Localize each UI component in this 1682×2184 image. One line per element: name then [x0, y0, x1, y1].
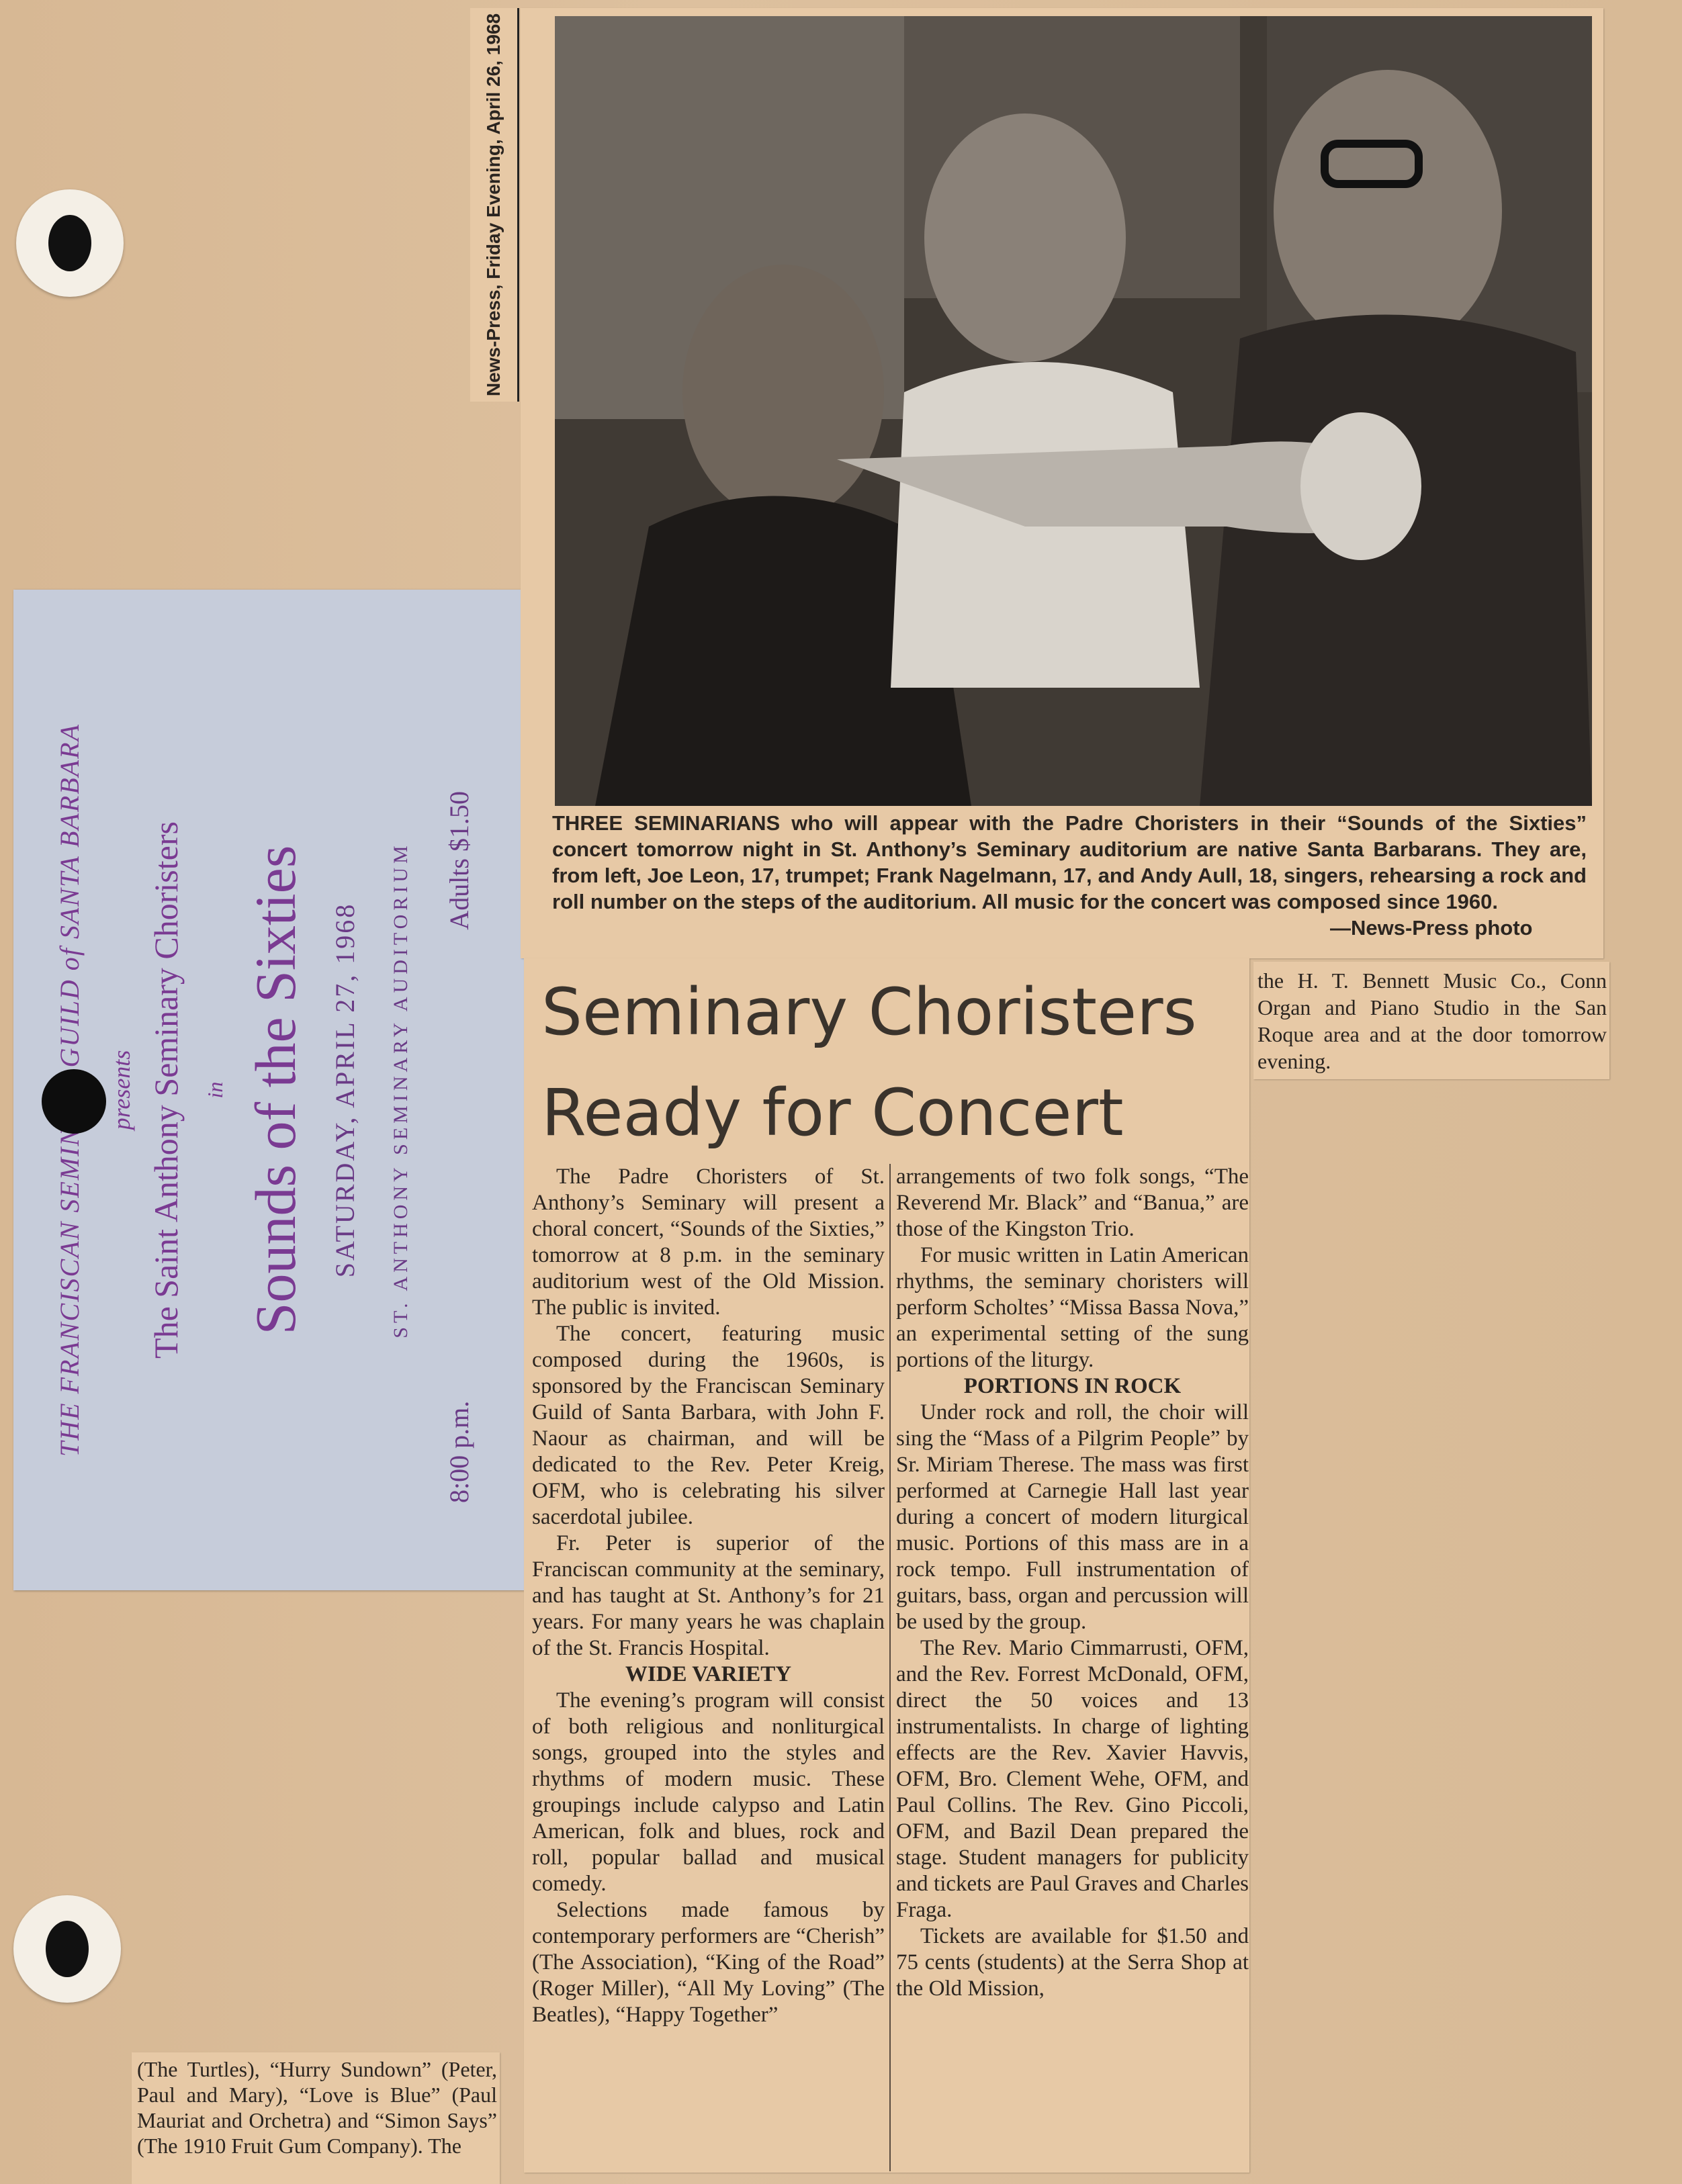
- paragraph: Under rock and roll, the choir will sing the “Mass of a Pilgrim People” by Sr. Miriam Therese. The mass was first performed at Carnegie Hall last year during a concert of modern liturgical music. Portions of this mass are in a rock tempo. Full instrumentation of guitars, bass, organ and percussion will be used by the group.: [896, 1400, 1249, 1634]
- binder-hole-top: [16, 189, 124, 297]
- headline-line-2: Ready for Concert: [541, 1075, 1124, 1150]
- photo-credit: —News-Press photo: [1330, 916, 1533, 940]
- paragraph: Tickets are available for $1.50 and 75 cents (students) at the Serra Shop at the Old Mission,: [896, 1924, 1249, 2001]
- photo-caption: THREE SEMINARIANS who will appear with the Padre Choristers in their “Sounds of the Sixties” concert tomorrow night in St. Anthony’s Seminary auditorium are native Santa Barbarans. They are, from left, Joe Leon, 17, trumpet; Frank Nagelmann, 17, and Andy Aull, 18, singers, rehearsing a rock and roll number on the steps of the auditorium. All music for the concert was composed since 1960.: [552, 811, 1587, 913]
- ticket-title: Sounds of the Sixties: [243, 845, 308, 1335]
- ticket-venue: ST. ANTHONY SEMINARY AUDITORIUM: [390, 841, 412, 1338]
- binder-hole-bottom: [13, 1895, 121, 2003]
- paragraph: Selections made famous by contemporary performers are “Cherish” (The Association), “King of the Road” (Roger Miller), “All My Loving” (The Beatles), “Happy Together”: [532, 1898, 885, 2027]
- article-column-2: [896, 1164, 1249, 2002]
- bottom-clipping-text: (The Turtles), “Hurry Sundown” (Peter, Paul and Mary), “Love is Blue” (Paul Mauriat and Orchetra) and “Simon Says” (The 1910 Fruit Gum Company). The: [137, 2057, 497, 2158]
- paragraph: The Rev. Mario Cimmarrusti, OFM, and the Rev. Forrest McDonald, OFM, direct the 50 voices and 13 instrumentalists. In charge of lighting effects are the Rev. Xavier Havvis, OFM, Bro. Clement Wehe, OFM, and Paul Collins. The Rev. Gino Piccoli, OFM, and Bazil Dean prepared the stage. Student managers for publicity and tickets are Paul Graves and Charles Fraga.: [896, 1636, 1249, 1922]
- ticket-date: SATURDAY, APRIL 27, 1968: [330, 902, 360, 1278]
- paragraph: The Padre Choristers of St. Anthony’s Seminary will present a choral concert, “Sounds of the Sixties,” tomorrow at 8 p.m. in the seminary auditorium west of the Old Mission. The public is invited.: [532, 1165, 885, 1320]
- ticket-time: 8:00 p.m.: [444, 1400, 474, 1503]
- dateline-text: News-Press, Friday Evening, April 26, 1968: [483, 13, 504, 397]
- paragraph: Fr. Peter is superior of the Franciscan community at the seminary, and has taught at St. Anthony’s for 21 years. For many years he was chaplain of the St. Francis Hospital.: [532, 1531, 885, 1660]
- news-photo: [555, 16, 1592, 806]
- article-headline: [541, 962, 1253, 1163]
- dateline-strip: [470, 8, 519, 402]
- paragraph: The concert, featuring music composed during the 1960s, is sponsored by the Franciscan Seminary Guild of Santa Barbara, with John F. Naour as chairman, and will be dedicated to the Rev. Peter Kreig, OFM, who is celebrating his silver sacerdotal jubilee.: [532, 1322, 885, 1529]
- ticket-presents: presents: [108, 1050, 135, 1130]
- ticket-punch-hole: [42, 1069, 106, 1134]
- ticket-performer: The Saint Anthony Seminary Choristers: [147, 821, 185, 1359]
- subheading: WIDE VARIETY: [625, 1662, 792, 1686]
- paragraph: For music written in Latin American rhythms, the seminary choristers will perform Scholtes’ “Missa Bassa Nova,” an experimental setting of the sung portions of the liturgy.: [896, 1243, 1249, 1372]
- continuation-text: the H. T. Bennett Music Co., Conn Organ and Piano Studio in the San Roque area and at the door tomorrow evening.: [1257, 968, 1607, 1073]
- article-column-1: [532, 1164, 885, 2028]
- paragraph: The evening’s program will consist of both religious and nonliturgical songs, grouped into the styles and rhythms of modern music. These groupings include calypso and Latin American, folk and blues, rock and roll, popular ballad and musical comedy.: [532, 1688, 885, 1896]
- paragraph: arrangements of two folk songs, “The Reverend Mr. Black” and “Banua,” are those of the Kingston Trio.: [896, 1165, 1249, 1241]
- headline-line-1: Seminary Choristers: [541, 974, 1197, 1050]
- ticket-price: Adults $1.50: [444, 791, 474, 930]
- column-rule: [889, 1164, 891, 2171]
- ticket-in: in: [203, 1081, 227, 1099]
- subheading: PORTIONS IN ROCK: [963, 1374, 1182, 1398]
